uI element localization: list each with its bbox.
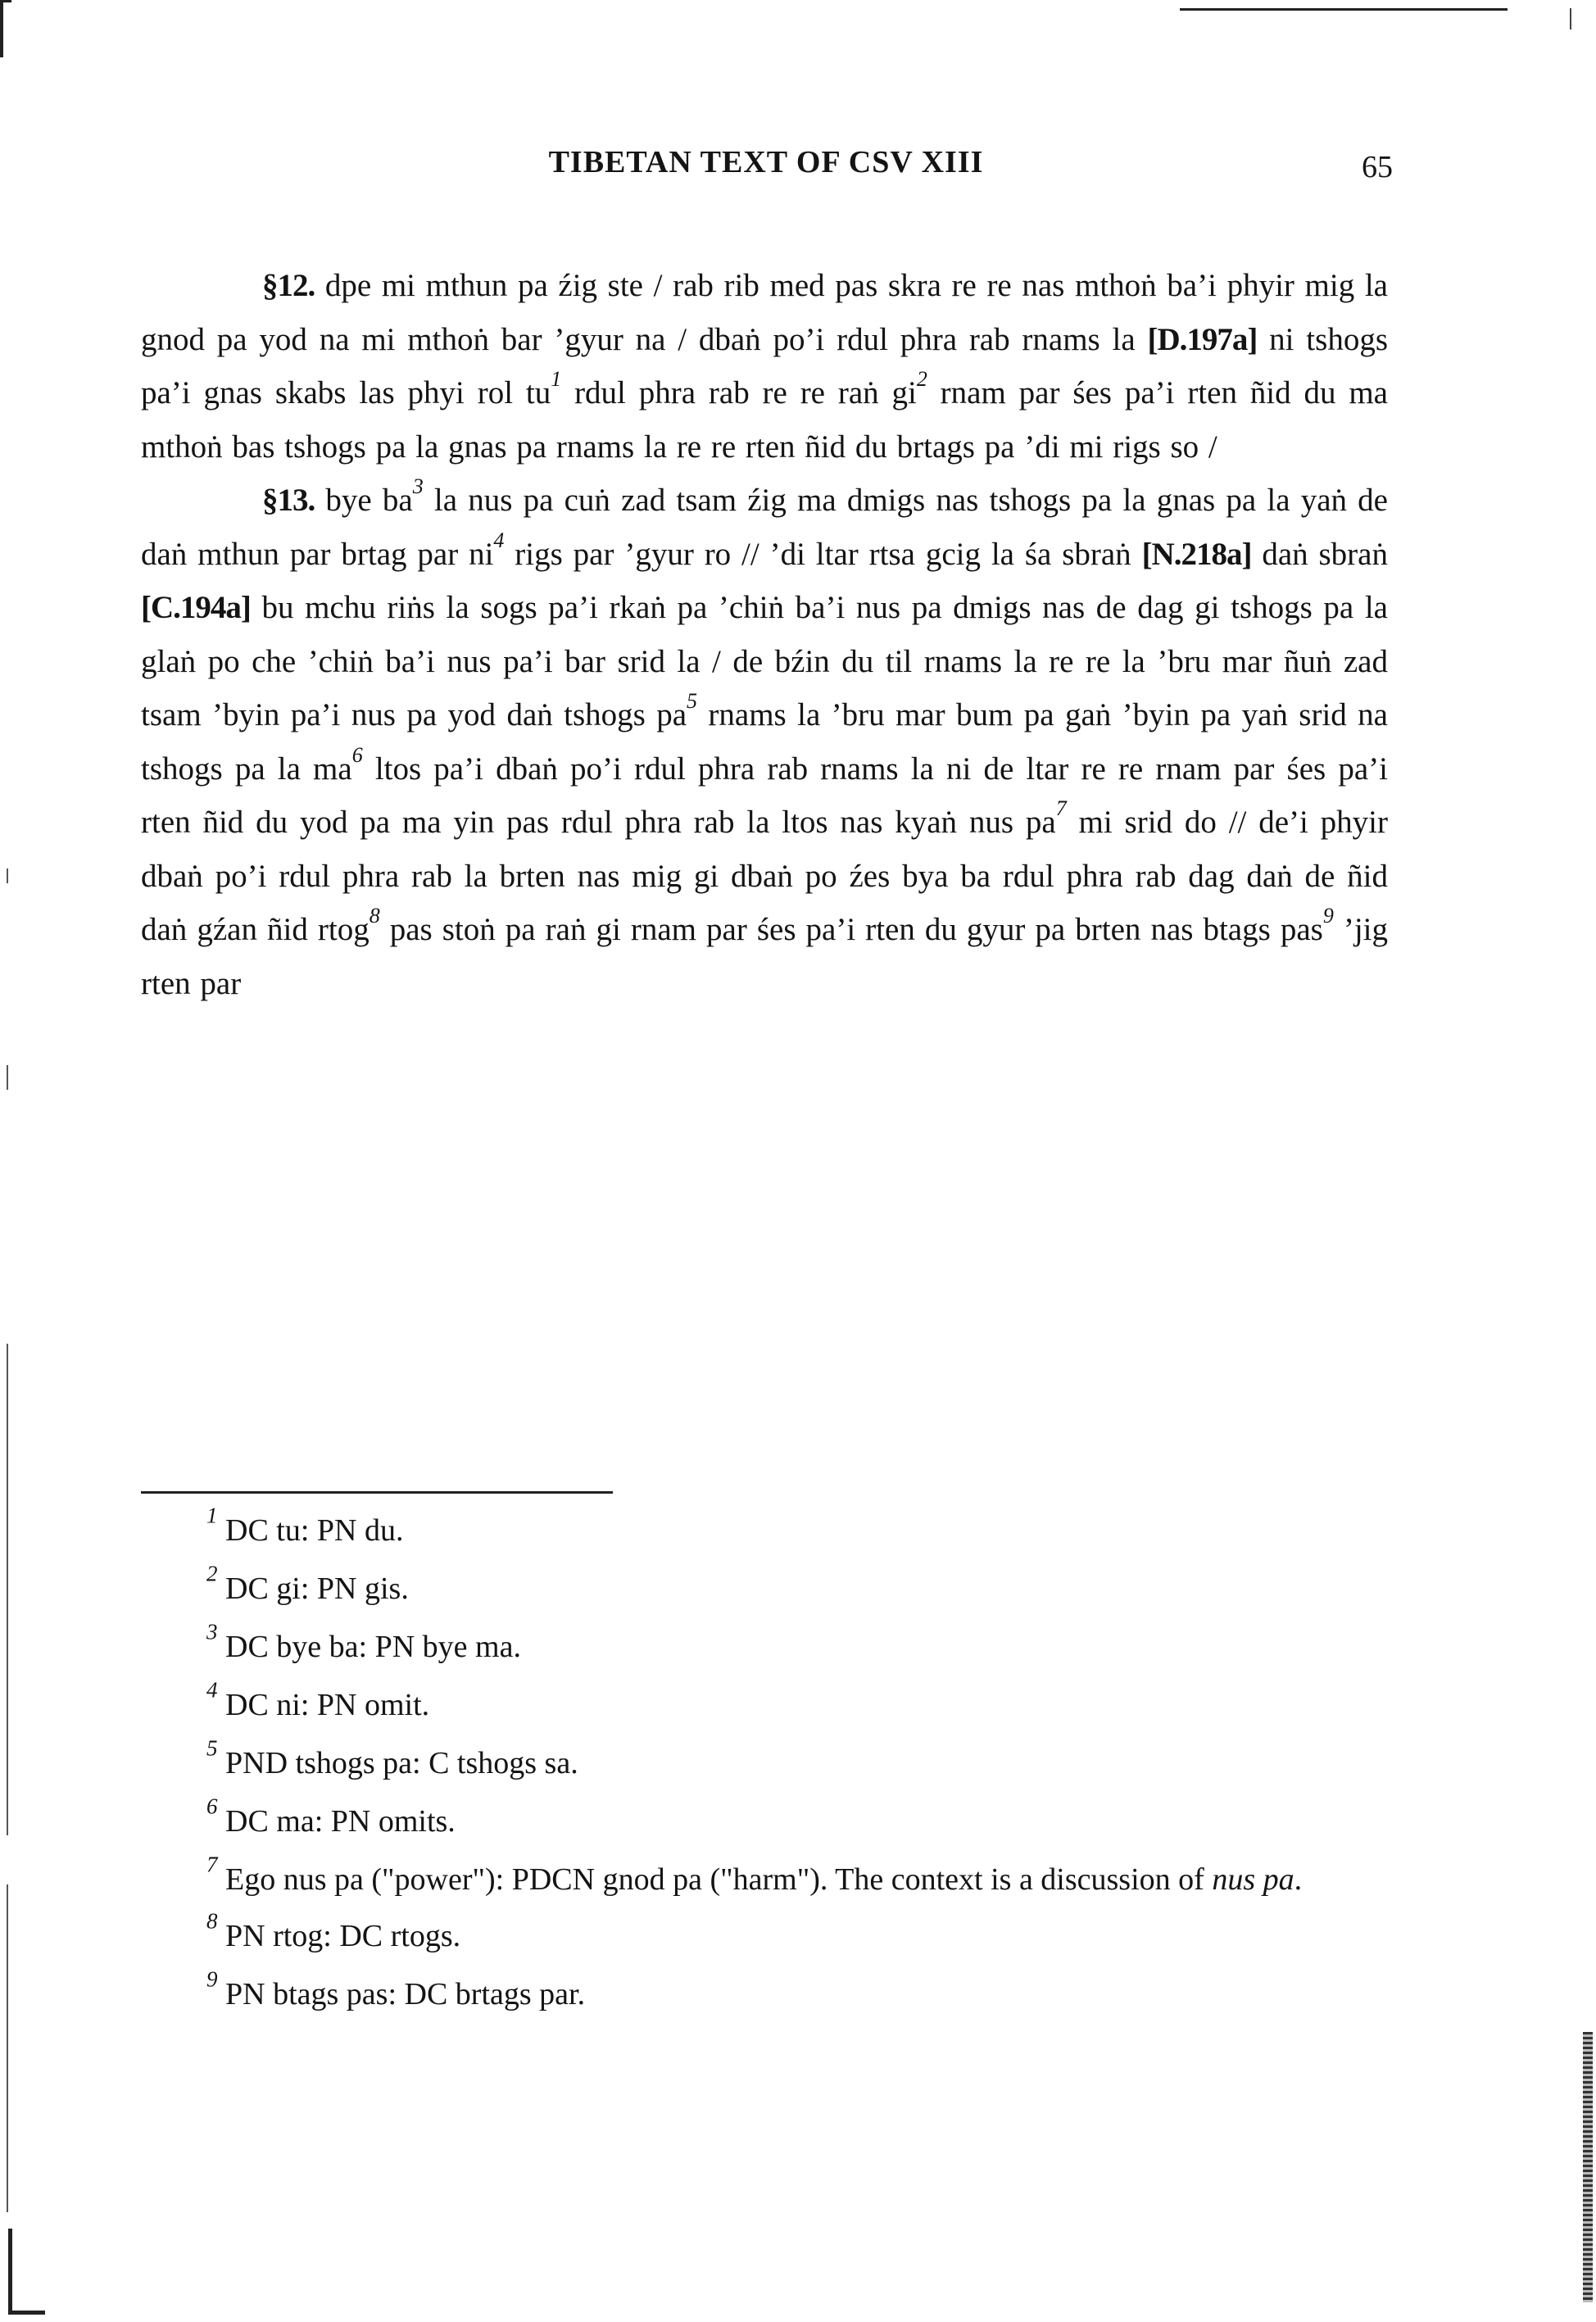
paragraph [141, 259, 1388, 474]
running-head [139, 144, 1393, 193]
text-run: dpe mi mthun pa źig ste / rab rib med pas skra re re nas mthoṅ ba’i phyir mig la gnod pa yod na mi mthoṅ bar ’gyur na / dbaṅ po’i rdul phra rab rnams la [141, 268, 1388, 357]
footnote-marker: 8 [369, 904, 380, 928]
footnote-marker: 9 [1322, 904, 1334, 928]
footnote-number: 5 [206, 1735, 218, 1761]
footnote-text: DC bye ba: PN bye ma. [217, 1630, 521, 1664]
folio-reference: [N.218a] [1141, 536, 1252, 572]
text-run: rigs par ’gyur ro // ’di ltar rtsa gcig la śa sbraṅ [504, 536, 1142, 572]
footnote-text: PN rtog: DC rtogs. [217, 1919, 461, 1953]
text-run: rnams la ’bru mar bum pa gaṅ ’byin pa yaṅ srid na tshogs pa la ma [141, 697, 1388, 787]
text-run: bu mchu riṅs la sogs pa’i rkaṅ pa ’chiṅ ba’i nus pa dmigs nas de dag gi tshogs pa la glaṅ po che ’chiṅ ba’i nus pa’i bar srid la / de bźin du til rnams la re re la ’bru mar ñuṅ zad tsam ’byin pa’i nus pa yod daṅ tshogs pa [141, 590, 1388, 732]
scan-bottom-left-mark [8, 2229, 45, 2315]
footnote-text: DC ma: PN omits. [217, 1804, 456, 1839]
section-number: §12. [262, 268, 315, 303]
footnote-text: DC tu: PN du. [217, 1513, 404, 1548]
footnote-number: 1 [206, 1503, 218, 1528]
footnote-number: 6 [206, 1794, 218, 1819]
footnote-number: 7 [206, 1852, 218, 1877]
footnote-number: 3 [206, 1619, 218, 1644]
footnote-italic-term: nus pa [1212, 1862, 1294, 1897]
scan-corner-mark [0, 0, 11, 57]
footnote [141, 1561, 1388, 1607]
footnote [141, 1794, 1388, 1839]
footnote-marker: 1 [551, 367, 562, 392]
scan-top-rule [1180, 8, 1508, 11]
footnote-marker: 7 [1055, 796, 1067, 821]
scan-right-edge-mark [1583, 2032, 1593, 2302]
footnote [141, 1619, 1388, 1665]
footnote-number: 9 [206, 1966, 218, 1992]
scan-left-edge-mark [7, 868, 8, 883]
footnote-text: . [1294, 1862, 1303, 1897]
text-run: ltos pa’i dbaṅ po’i rdul phra rab rnams la ni de ltar re re rnam par śes pa’i rten ñid du yod pa ma yin pas rdul phra rab la ltos nas kyaṅ nus pa [141, 751, 1388, 840]
scan-left-edge-mark [7, 1065, 8, 1090]
footnote [141, 1735, 1388, 1781]
footnote-text: DC ni: PN omit. [217, 1688, 430, 1722]
footnote-number: 2 [206, 1561, 218, 1586]
scan-top-rule-tick [1570, 8, 1571, 29]
footnote [141, 1852, 1388, 1898]
footnote [141, 1966, 1388, 2012]
footnote-text: PN btags pas: DC brtags par. [217, 1977, 586, 2011]
footnote-marker: 3 [412, 474, 424, 499]
footnote-text: DC gi: PN gis. [217, 1571, 409, 1606]
folio-reference: [D.197a] [1147, 321, 1258, 357]
footnote-text: PND tshogs pa: C tshogs sa. [217, 1746, 578, 1780]
text-run: ’jig rten par [141, 912, 1389, 1001]
footnotes [141, 1503, 1388, 2034]
footnote-number: 4 [206, 1677, 218, 1703]
paragraph [141, 474, 1388, 1010]
scan-left-edge-mark [7, 1884, 8, 2212]
body-text [141, 259, 1388, 1010]
footnote [141, 1908, 1388, 1954]
footnote-marker: 5 [687, 689, 698, 714]
folio-reference: [C.194a] [141, 590, 251, 625]
scan-left-edge-mark [7, 1344, 8, 1835]
footnote-number: 8 [206, 1908, 218, 1934]
footnote [141, 1677, 1388, 1723]
text-run: rnam par śes pa’i rten ñid du ma mthoṅ bas tshogs pa la gnas pa rnams la re re rten ñid du brtags pa ’di mi rigs so / [141, 375, 1388, 465]
footnote-marker: 4 [493, 528, 505, 552]
footnote [141, 1503, 1388, 1549]
text-run: pas stoṅ pa raṅ gi rnam par śes pa’i rten du gyur pa brten nas btags pas [379, 912, 1323, 947]
footnote-marker: 6 [351, 742, 363, 767]
text-run: bye ba [315, 483, 413, 518]
footnote-text: Ego nus pa ("power"): PDCN gnod pa ("harm"). The context is a discussion of [217, 1862, 1213, 1897]
text-run: la nus pa cuṅ zad tsam źig ma dmigs nas tshogs pa la gnas pa la yaṅ de daṅ mthun par brtag par ni [141, 483, 1388, 572]
text-run: ni tshogs pa’i gnas skabs las phyi rol tu [141, 321, 1388, 410]
running-title: TIBETAN TEXT OF CSV XIII [548, 145, 984, 179]
text-run: rdul phra rab re re raṅ gi [561, 375, 917, 410]
footnote-rule [141, 1491, 613, 1494]
page-number: 65 [1362, 150, 1393, 184]
text-run: daṅ sbraṅ [1251, 536, 1388, 572]
footnote-marker: 2 [916, 367, 927, 392]
text-run: mi srid do // de’i phyir dbaṅ po’i rdul phra rab la brten nas mig gi dbaṅ po źes bya ba rdul phra rab dag daṅ de ñid daṅ gźan ñid rtog [141, 805, 1388, 947]
section-number: §13. [262, 483, 315, 518]
